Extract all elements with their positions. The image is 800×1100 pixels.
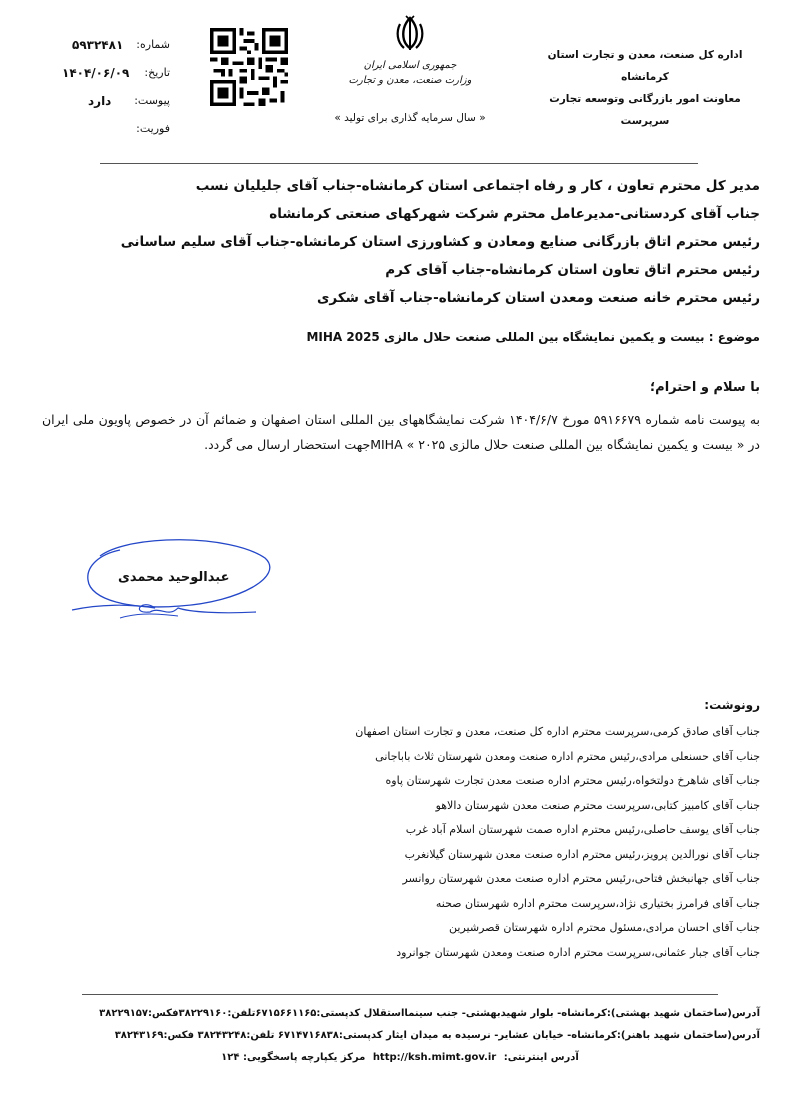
letter-date-row (60, 66, 170, 86)
cc-item: جناب آقای فرامرز بختیاری نژاد،سرپرست محترم اداره شهرستان صحنه (435, 896, 760, 910)
recipient-line: جناب آقای کردستانی-مدیرعامل محترم شرکت شهرکهای صنعتی کرمانشاه (269, 206, 760, 222)
attachment-label: پیوست: (134, 94, 170, 107)
number-value: ۵۹۳۲۴۸۱ (72, 38, 124, 52)
cc-item: جناب آقای احسان مرادی،مسئول محترم اداره شهرستان قصرشیرین (449, 921, 760, 934)
cc-item: جناب آقای شاهرخ دولتخواه،رئیس محترم اداره صنعت معدن تجارت شهرستان پاوه (385, 774, 760, 787)
date-value: ۱۴۰۴/۰۶/۰۹ (62, 66, 130, 80)
cc-list (40, 720, 760, 965)
footer-address-2: آدرس(ساختمان شهید باهنر):کرمانشاه- خیابان عشایر- نرسیده به میدان ایثار کدپستی:۶۷۱۴۷۱۶۸۳۸ تلفن:۳۸۲۴۳۲۴۸ فکس:۳۸۲۴۳۱۶۹ (114, 1030, 760, 1041)
footer-contact-row (0, 1052, 800, 1063)
attachment-value: دارد (88, 94, 112, 108)
signatory-name: عبدالوحید محمدی (118, 570, 230, 585)
org-line-1: اداره کل صنعت، معدن و تجارت استان کرمانشاه (547, 49, 743, 83)
greeting: با سلام و احترام؛ (649, 380, 760, 395)
emblem-caption-2: وزارت صنعت، معدن و تجارت (348, 75, 472, 86)
letter-number-row (60, 38, 170, 58)
org-line-2: معاونت امور بازرگانی وتوسعه تجارت (549, 93, 741, 105)
letter-subject: موضوع : بیست و یکمین نمایشگاه بین المللی صنعت حلال مالزی MIHA 2025 (306, 330, 760, 344)
cc-item: جناب آقای یوسف حاصلی،رئیس محترم اداره صمت شهرستان اسلام آباد غرب (405, 823, 760, 836)
date-label: تاریخ: (144, 66, 170, 79)
website-link[interactable]: http://ksh.mimt.gov.ir (372, 1052, 497, 1063)
emblem-caption-1: جمهوری اسلامی ایران (363, 60, 457, 71)
urgency-label: فوریت: (136, 122, 170, 135)
recipient-line: رئیس محترم اتاق تعاون استان کرمانشاه-جناب آقای کرم (385, 262, 760, 278)
cc-item: جناب آقای جهانبخش فتاحی،رئیس محترم اداره صنعت معدن شهرستان روانسر (402, 872, 760, 885)
recipient-line: مدیر کل محترم تعاون ، کار و رفاه اجتماعی استان کرمانشاه-جناب آقای جلیلیان نسب (195, 178, 760, 194)
footer-divider (82, 994, 718, 995)
emblem-block (310, 14, 510, 86)
organization-block (530, 44, 760, 132)
year-motto: « سال سرمایه گذاری برای تولید » (334, 112, 486, 124)
recipient-line: رئیس محترم خانه صنعت ومعدن استان کرمانشاه-جناب آقای شکری (317, 290, 760, 306)
cc-item: جناب آقای حسنعلی مرادی،رئیس محترم اداره صنعت ومعدن شهرستان ثلاث باباجانی (375, 749, 760, 763)
cc-item: جناب آقای جبار عثمانی،سرپرست محترم اداره صنعت ومعدن شهرستان جوانرود (396, 945, 760, 959)
org-line-3: سرپرست (620, 115, 670, 127)
iran-emblem-icon (390, 14, 430, 54)
cc-item: جناب آقای کامبیز کتابی،سرپرست محترم صنعت معدن شهرستان دالاهو (435, 798, 760, 812)
qr-code-icon (208, 28, 290, 106)
cc-item: جناب آقای صادق کرمی،سرپرست محترم اداره کل صنعت، معدن و تجارت استان اصفهان (355, 725, 760, 738)
recipient-line: رئیس محترم اتاق بازرگانی صنایع ومعادن و کشاورزی استان کرمانشاه-جناب آقای سلیم ساسانی (120, 234, 760, 250)
urgency-row (60, 122, 170, 142)
attachment-row (60, 94, 170, 114)
footer-address-1: آدرس(ساختمان شهید بهشتی):کرمانشاه- بلوار شهیدبهشتی- جنب سینمااستقلال کدپستی:۶۷۱۵۶۶۱۱۶۵تلفن:۳۸۲۲۹۱۶۰فکس:۳۸۲۲۹۱۵۷ (99, 1008, 760, 1019)
letter-body: به پیوست نامه شماره ۵۹۱۶۶۷۹ مورخ ۱۴۰۴/۶/۷ شرکت نمایشگاههای بین المللی استان اصفهان و ضمائم آن در خصوص پاویون ملی ایران در « بیست و یکمین نمایشگاه بین المللی صنعت حلال مالزی ۲۰۲۵ » MIHAجهت استحضار ارسال می گردد. (42, 412, 760, 452)
internet-label: آدرس اینترنتی: (503, 1052, 579, 1063)
cc-title: رونوشت: (704, 698, 760, 712)
header-divider (100, 163, 698, 164)
call-center: مرکز یکپارچه پاسخگویی: ۱۲۴ (221, 1052, 366, 1063)
cc-item: جناب آقای نورالدین پرویز،رئیس محترم اداره صنعت معدن شهرستان گیلانغرب (404, 847, 760, 861)
number-label: شماره: (136, 38, 170, 51)
